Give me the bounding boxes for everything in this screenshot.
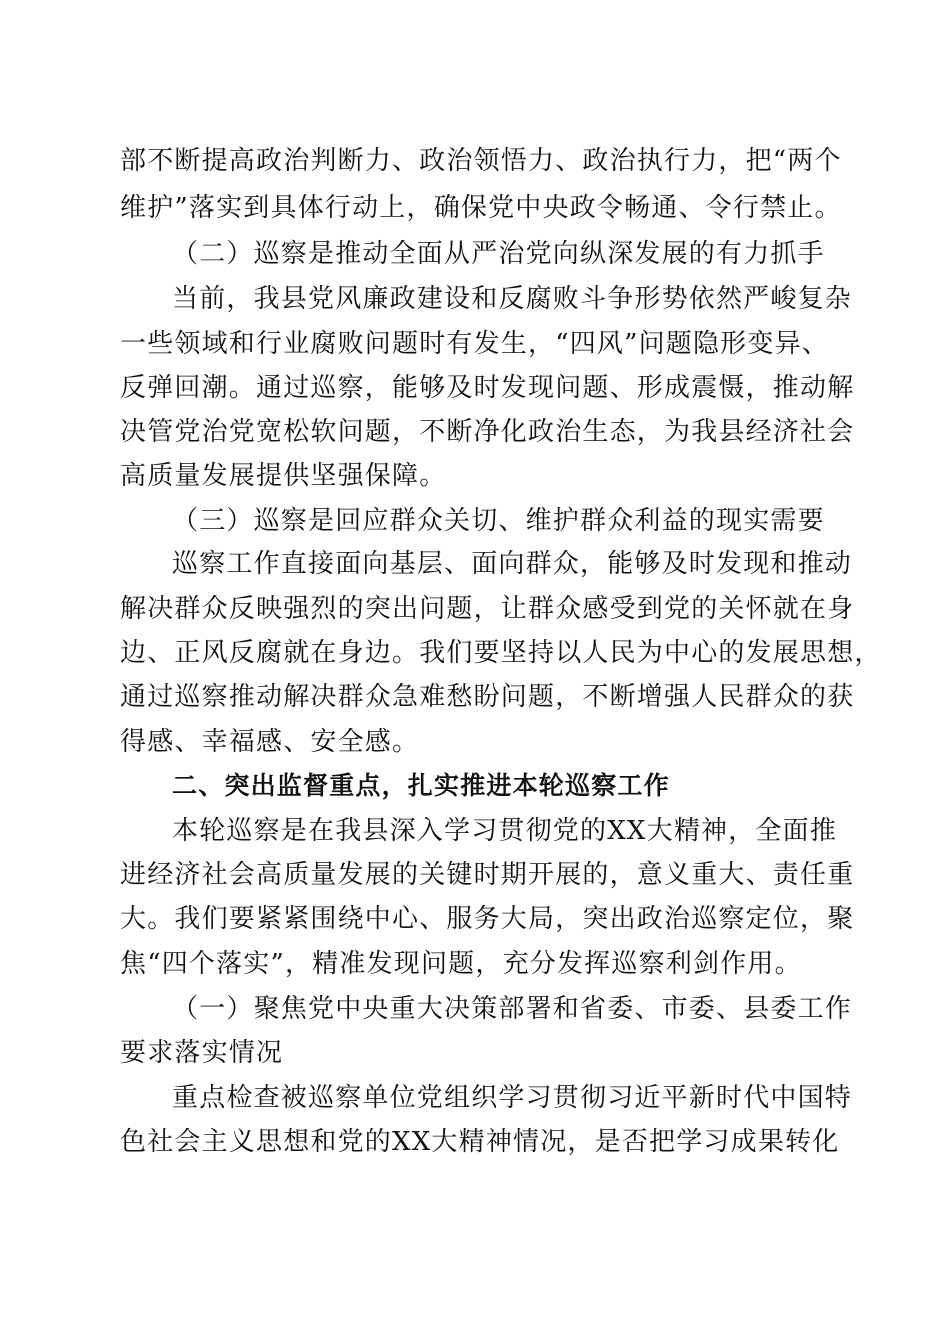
section-subheading: （二）巡察是推动全面从严治党向纵深发展的有力抓手 bbox=[172, 239, 825, 269]
body-text-line: 维护”落实到具体行动上，确保党中央政令畅通、令行禁止。 bbox=[120, 193, 842, 223]
body-text-line: 反弹回潮。通过巡察，能够及时发现问题、形成震慑，推动解 bbox=[120, 373, 855, 403]
body-text-line: 一些领域和行业腐败问题时有发生，“四风”问题隐形变异、 bbox=[120, 329, 829, 359]
body-text-line: 色社会主义思想和党的XX大精神情况，是否把学习成果转化 bbox=[120, 1127, 840, 1157]
body-text-line: 焦“四个落实”，精准发现问题，充分发挥巡察利剑作用。 bbox=[120, 949, 802, 979]
section-subheading: （三）巡察是回应群众关切、维护群众利益的现实需要 bbox=[172, 506, 825, 536]
section-heading: 二、突出监督重点，扎实推进本轮巡察工作 bbox=[172, 771, 670, 800]
body-text-line: 通过巡察推动解决群众急难愁盼问题，不断增强人民群众的获 bbox=[120, 682, 855, 712]
section-subheading: （一）聚焦党中央重大决策部署和省委、市委、县委工作 bbox=[172, 994, 853, 1024]
body-text-line: 得感、幸福感、安全感。 bbox=[120, 727, 420, 757]
body-text-line: 大。我们要紧紧围绕中心、服务大局，突出政治巡察定位，聚 bbox=[120, 904, 855, 934]
paragraph-first-line: 当前，我县党风廉政建设和反腐败斗争形势依然严峻复杂 bbox=[172, 284, 853, 314]
paragraph-first-line: 巡察工作直接面向基层、面向群众，能够及时发现和推动 bbox=[172, 549, 853, 579]
body-text-line: 解决群众反映强烈的突出问题，让群众感受到党的关怀就在身 bbox=[120, 594, 855, 624]
section-subheading: 要求落实情况 bbox=[120, 1038, 284, 1068]
paragraph-first-line: 本轮巡察是在我县深入学习贯彻党的XX大精神，全面推 bbox=[172, 816, 838, 846]
paragraph-first-line: 重点检查被巡察单位党组织学习贯彻习近平新时代中国特 bbox=[172, 1083, 853, 1113]
body-text-line: 决管党治党宽松软问题，不断净化政治生态，为我县经济社会 bbox=[120, 417, 855, 447]
body-text-line: 进经济社会高质量发展的关键时期开展的，意义重大、责任重 bbox=[120, 860, 855, 890]
body-text-line: 高质量发展提供坚强保障。 bbox=[120, 461, 447, 491]
body-text-line: 部不断提高政治判断力、政治领悟力、政治执行力，把“两个 bbox=[120, 146, 842, 176]
body-text-line: 边、正风反腐就在身边。我们要坚持以人民为中心的发展思想， bbox=[120, 638, 882, 668]
